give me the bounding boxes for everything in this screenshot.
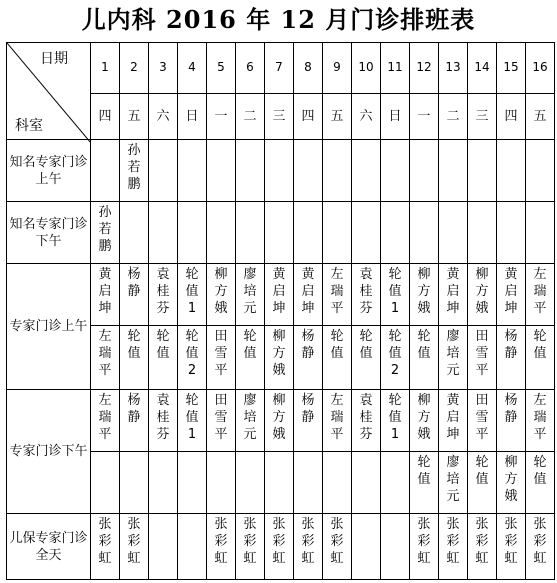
doctor-cell [178, 264, 207, 326]
schedule-row [7, 140, 555, 202]
doctor-name: 廖培元 [446, 455, 460, 504]
doctor-name: 廖培元 [243, 393, 257, 442]
doctor-name: 孙若鹏 [127, 143, 141, 192]
day-number: 6 [236, 43, 265, 94]
department-label: 专家门诊下午 [7, 390, 91, 514]
doctor-cell [497, 390, 526, 452]
doctor-name: 杨静 [504, 329, 518, 361]
doctor-cell [323, 264, 352, 326]
doctor-cell [526, 326, 555, 390]
doctor-name: 袁桂芬 [359, 267, 373, 316]
doctor-cell [178, 326, 207, 390]
weekday-label: 四 [294, 93, 323, 139]
department-label: 专家门诊上午 [7, 264, 91, 390]
doctor-cell [91, 264, 120, 326]
doctor-name: 柳方娥 [214, 267, 228, 316]
day-number: 3 [149, 43, 178, 94]
doctor-name: 张彩虹 [243, 517, 257, 566]
weekday-label: 五 [120, 93, 149, 139]
doctor-name: 柳方娥 [272, 329, 286, 378]
doctor-name: 柳方娥 [504, 455, 518, 504]
day-number: 10 [352, 43, 381, 94]
doctor-cell [410, 202, 439, 264]
doctor-cell [120, 452, 149, 514]
doctor-name: 张彩虹 [98, 517, 112, 566]
doctor-name: 柳方娥 [417, 393, 431, 442]
doctor-name: 左瑞平 [330, 393, 344, 442]
doctor-cell [91, 390, 120, 452]
doctor-name: 张彩虹 [504, 517, 518, 566]
doctor-cell [236, 326, 265, 390]
doctor-name: 田雪平 [475, 393, 489, 442]
doctor-cell [381, 452, 410, 514]
weekday-label: 五 [323, 93, 352, 139]
doctor-cell [410, 514, 439, 580]
doctor-cell [410, 264, 439, 326]
weekday-label: 日 [178, 93, 207, 139]
doctor-name: 轮值 [533, 329, 547, 361]
doctor-cell [207, 326, 236, 390]
doctor-name: 左瑞平 [98, 329, 112, 378]
doctor-cell [207, 264, 236, 326]
doctor-name: 黄启坤 [272, 267, 286, 316]
doctor-cell [526, 390, 555, 452]
doctor-cell [497, 452, 526, 514]
doctor-cell [265, 326, 294, 390]
doctor-name: 田雪平 [214, 393, 228, 442]
day-number: 16 [526, 43, 555, 94]
doctor-name: 张彩虹 [533, 517, 547, 566]
doctor-name: 袁桂芬 [156, 267, 170, 316]
doctor-name: 田雪平 [214, 329, 228, 378]
doctor-name: 轮值2 [185, 329, 199, 378]
weekday-label: 日 [381, 93, 410, 139]
doctor-cell [265, 514, 294, 580]
doctor-cell [120, 202, 149, 264]
doctor-name: 轮值 [243, 329, 257, 361]
doctor-name: 轮值 [417, 329, 431, 361]
doctor-cell [410, 140, 439, 202]
doctor-name: 田雪平 [475, 329, 489, 378]
schedule-row [7, 202, 555, 264]
doctor-cell [468, 452, 497, 514]
doctor-name: 袁桂芬 [359, 393, 373, 442]
weekday-label: 四 [497, 93, 526, 139]
doctor-name: 张彩虹 [446, 517, 460, 566]
weekday-label: 三 [468, 93, 497, 139]
doctor-cell [381, 264, 410, 326]
doctor-cell [439, 514, 468, 580]
doctor-cell [149, 140, 178, 202]
doctor-cell [120, 326, 149, 390]
doctor-cell [526, 264, 555, 326]
doctor-cell [381, 390, 410, 452]
department-label: 知名专家门诊 下午 [7, 202, 91, 264]
doctor-name: 轮值 [330, 329, 344, 361]
weekday-label: 二 [236, 93, 265, 139]
doctor-cell [91, 202, 120, 264]
doctor-cell [381, 140, 410, 202]
doctor-cell [91, 452, 120, 514]
doctor-cell [468, 326, 497, 390]
doctor-cell [91, 140, 120, 202]
doctor-cell [352, 514, 381, 580]
page-title: 儿内科 2016 年 12 月门诊排班表 [81, 5, 476, 34]
doctor-cell [178, 140, 207, 202]
doctor-name: 廖培元 [446, 329, 460, 378]
weekday-label: 三 [265, 93, 294, 139]
doctor-cell [381, 202, 410, 264]
doctor-cell [178, 514, 207, 580]
doctor-cell [207, 452, 236, 514]
doctor-name: 张彩虹 [330, 517, 344, 566]
doctor-cell [236, 452, 265, 514]
doctor-cell [323, 514, 352, 580]
doctor-name: 袁桂芬 [156, 393, 170, 442]
day-number: 12 [410, 43, 439, 94]
doctor-name: 轮值1 [185, 393, 199, 442]
doctor-cell [236, 140, 265, 202]
doctor-cell [497, 514, 526, 580]
doctor-cell [149, 452, 178, 514]
doctor-cell [526, 140, 555, 202]
doctor-cell [294, 202, 323, 264]
doctor-name: 左瑞平 [98, 393, 112, 442]
doctor-name: 轮值2 [388, 329, 402, 378]
doctor-name: 张彩虹 [214, 517, 228, 566]
weekday-label: 一 [207, 93, 236, 139]
day-number: 13 [439, 43, 468, 94]
doctor-cell [265, 264, 294, 326]
doctor-cell [352, 452, 381, 514]
doctor-cell [497, 264, 526, 326]
doctor-cell [468, 264, 497, 326]
doctor-cell [149, 390, 178, 452]
doctor-name: 杨静 [301, 393, 315, 425]
doctor-name: 张彩虹 [301, 517, 315, 566]
department-label: 知名专家门诊 上午 [7, 140, 91, 202]
doctor-cell [468, 390, 497, 452]
weekday-label: 六 [149, 93, 178, 139]
doctor-cell [207, 140, 236, 202]
doctor-cell [91, 514, 120, 580]
doctor-cell [439, 140, 468, 202]
doctor-cell [207, 514, 236, 580]
doctor-name: 轮值 [359, 329, 373, 361]
doctor-cell [497, 326, 526, 390]
doctor-name: 左瑞平 [533, 393, 547, 442]
doctor-cell [323, 390, 352, 452]
weekday-label: 一 [410, 93, 439, 139]
doctor-cell [265, 202, 294, 264]
doctor-cell [468, 140, 497, 202]
doctor-cell [294, 140, 323, 202]
doctor-name: 轮值1 [388, 267, 402, 316]
doctor-cell [207, 390, 236, 452]
doctor-cell [410, 390, 439, 452]
day-number: 7 [265, 43, 294, 94]
doctor-cell [439, 326, 468, 390]
department-label: 儿保专家门诊全天 [7, 514, 91, 580]
doctor-name: 柳方娥 [272, 393, 286, 442]
department-axis-label: 科室 [15, 118, 43, 134]
day-number: 14 [468, 43, 497, 94]
doctor-name: 轮值 [156, 329, 170, 361]
doctor-cell [526, 202, 555, 264]
day-number: 2 [120, 43, 149, 94]
doctor-cell [236, 264, 265, 326]
doctor-cell [178, 202, 207, 264]
doctor-cell [439, 264, 468, 326]
weekday-label: 五 [526, 93, 555, 139]
doctor-name: 张彩虹 [127, 517, 141, 566]
doctor-cell [381, 326, 410, 390]
day-number: 11 [381, 43, 410, 94]
doctor-cell [149, 514, 178, 580]
doctor-name: 黄启坤 [504, 267, 518, 316]
doctor-cell [526, 452, 555, 514]
doctor-cell [381, 514, 410, 580]
doctor-cell [323, 140, 352, 202]
doctor-cell [178, 390, 207, 452]
doctor-cell [497, 140, 526, 202]
doctor-name: 张彩虹 [475, 517, 489, 566]
doctor-cell [294, 452, 323, 514]
day-number: 4 [178, 43, 207, 94]
doctor-cell [265, 452, 294, 514]
doctor-name: 杨静 [504, 393, 518, 425]
doctor-cell [149, 326, 178, 390]
doctor-name: 轮值1 [185, 267, 199, 316]
doctor-name: 张彩虹 [417, 517, 431, 566]
doctor-name: 轮值 [475, 455, 489, 487]
doctor-name: 张彩虹 [272, 517, 286, 566]
doctor-name: 轮值 [417, 455, 431, 487]
doctor-cell [120, 390, 149, 452]
doctor-name: 杨静 [301, 329, 315, 361]
doctor-cell [352, 326, 381, 390]
doctor-cell [265, 390, 294, 452]
schedule-row [7, 390, 555, 452]
doctor-name: 左瑞平 [533, 267, 547, 316]
doctor-cell [497, 202, 526, 264]
doctor-name: 杨静 [127, 393, 141, 425]
doctor-cell [352, 390, 381, 452]
doctor-cell [91, 326, 120, 390]
weekday-label: 二 [439, 93, 468, 139]
doctor-name: 廖培元 [243, 267, 257, 316]
date-axis-label: 日期 [40, 51, 68, 67]
schedule-table [6, 42, 555, 580]
doctor-name: 柳方娥 [417, 267, 431, 316]
doctor-cell [207, 202, 236, 264]
weekday-label: 六 [352, 93, 381, 139]
doctor-cell [294, 264, 323, 326]
doctor-name: 黄启坤 [301, 267, 315, 316]
doctor-name: 黄启坤 [446, 267, 460, 316]
doctor-cell [439, 390, 468, 452]
day-number: 15 [497, 43, 526, 94]
doctor-cell [120, 514, 149, 580]
doctor-cell [323, 326, 352, 390]
doctor-cell [294, 390, 323, 452]
doctor-cell [352, 140, 381, 202]
schedule-row [7, 514, 555, 580]
doctor-cell [294, 514, 323, 580]
doctor-cell [352, 202, 381, 264]
doctor-cell [439, 202, 468, 264]
doctor-cell [323, 452, 352, 514]
doctor-name: 轮值1 [388, 393, 402, 442]
doctor-cell [410, 452, 439, 514]
doctor-name: 孙若鹏 [98, 205, 112, 254]
doctor-cell [526, 514, 555, 580]
header-days-row [7, 43, 555, 94]
doctor-cell [265, 140, 294, 202]
doctor-cell [149, 264, 178, 326]
doctor-name: 黄启坤 [446, 393, 460, 442]
doctor-name: 轮值 [127, 329, 141, 361]
doctor-cell [120, 264, 149, 326]
day-number: 8 [294, 43, 323, 94]
day-number: 9 [323, 43, 352, 94]
doctor-name: 轮值 [533, 455, 547, 487]
doctor-name: 杨静 [127, 267, 141, 299]
doctor-cell [468, 202, 497, 264]
doctor-name: 黄启坤 [98, 267, 112, 316]
schedule-row [7, 264, 555, 326]
doctor-cell [439, 452, 468, 514]
doctor-cell [149, 202, 178, 264]
doctor-cell [410, 326, 439, 390]
doctor-cell [294, 326, 323, 390]
corner-header [7, 43, 91, 140]
doctor-cell [352, 264, 381, 326]
doctor-cell [120, 140, 149, 202]
doctor-cell [468, 514, 497, 580]
doctor-cell [236, 202, 265, 264]
day-number: 5 [207, 43, 236, 94]
doctor-cell [236, 514, 265, 580]
doctor-cell [178, 452, 207, 514]
doctor-name: 左瑞平 [330, 267, 344, 316]
doctor-cell [236, 390, 265, 452]
doctor-cell [323, 202, 352, 264]
doctor-name: 柳方娥 [475, 267, 489, 316]
weekday-label: 四 [91, 93, 120, 139]
day-number: 1 [91, 43, 120, 94]
